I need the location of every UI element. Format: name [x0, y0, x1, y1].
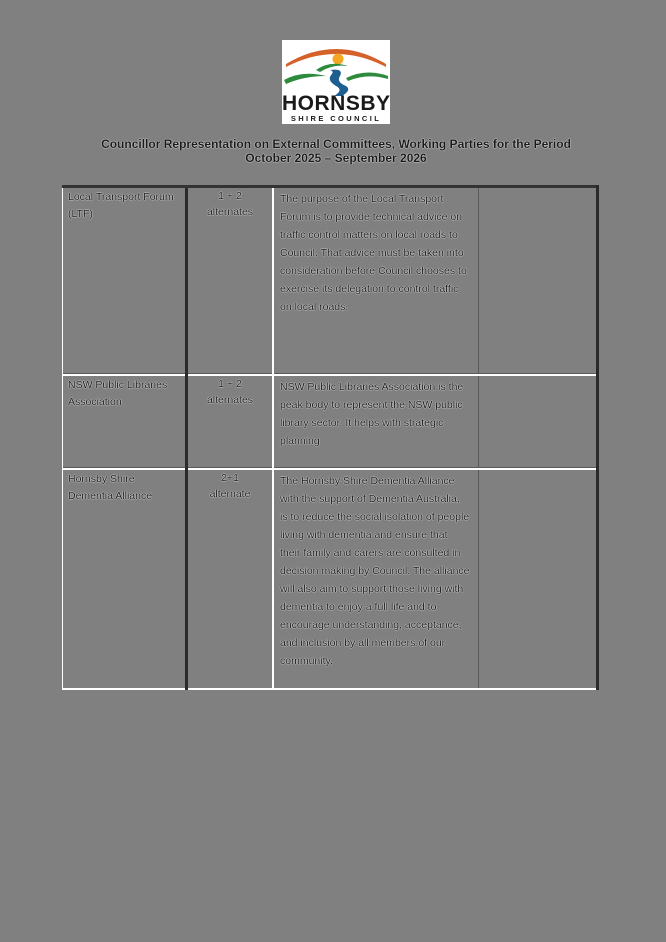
representation-cell: 1 + 2 alternates [187, 375, 274, 469]
landscape-emblem-icon [282, 40, 390, 96]
logo-subtitle: SHIRE COUNCIL [290, 114, 382, 123]
purpose-cell: NSW Public Libraries Association is the peak body to represent the NSW public library sector. It helps with strategic planning [273, 375, 479, 469]
representation-cell: 1 + 2 alternates [187, 187, 274, 375]
hornsby-shire-council-logo [282, 40, 390, 124]
notes-cell [479, 187, 598, 375]
table-row [63, 469, 598, 689]
committee-name-cell: NSW Public Libraries Association [63, 375, 187, 469]
committees-table [62, 185, 599, 690]
title-line-1: Councillor Representation on External Committees, Working Parties for the Period [101, 137, 571, 151]
notes-cell [479, 469, 598, 689]
representation-cell: 2+1 alternate [187, 469, 274, 689]
table-row [63, 187, 598, 375]
table-row [63, 375, 598, 469]
purpose-cell: The Hornsby Shire Dementia Alliance with the support of Dementia Australia, is to reduce the social isolation of people living with dementia and ensure that their family and carers are consulted in decision making by Council. The alliance will also aim to support those living with dementia to enjoy a full life and to encourage understanding, acceptance, and inclusion by all members of our community. [273, 469, 479, 689]
document-title [60, 137, 612, 165]
purpose-cell: The purpose of the Local Transport Forum is to provide technical advice on traffic control matters on local roads to Council. That advice must be taken into consideration before Council chooses to exercise its delegation to control traffic on local roads. [273, 187, 479, 375]
notes-cell [479, 375, 598, 469]
committee-name-cell: Hornsby Shire Dementia Alliance [63, 469, 187, 689]
logo-wordmark: HORNSBY [282, 92, 391, 115]
committee-name-cell: Local Transport Forum (LTF) [63, 187, 187, 375]
title-line-2: October 2025 – September 2026 [245, 151, 427, 165]
